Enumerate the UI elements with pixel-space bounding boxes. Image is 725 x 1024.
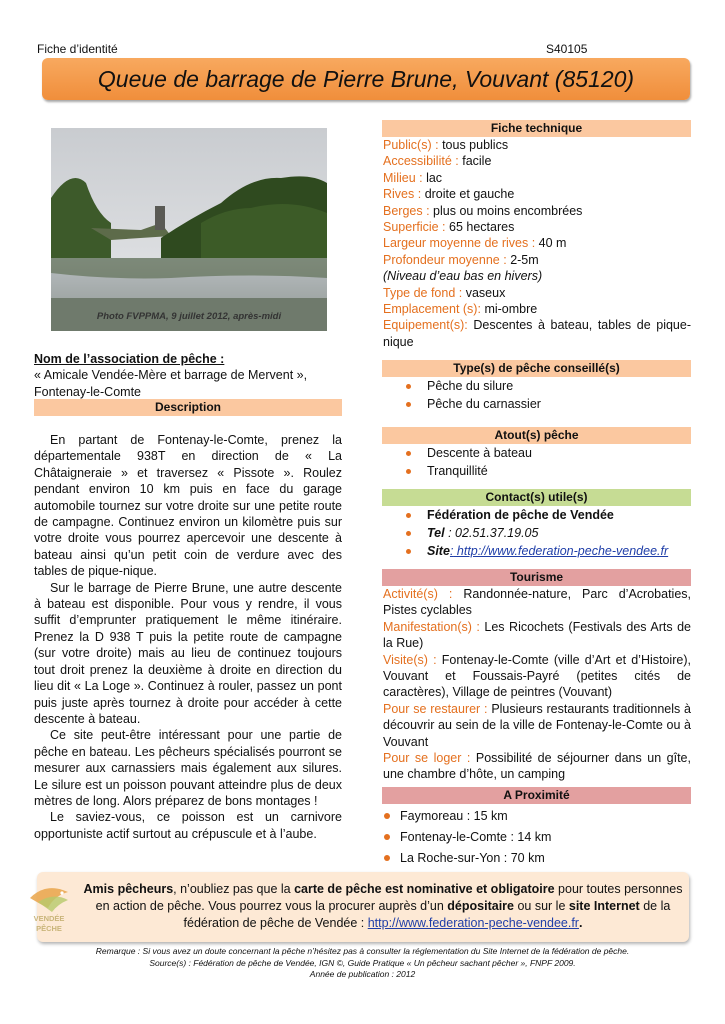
banner-text: Amis pêcheurs, n’oubliez pas que la carte de pêche est nominative et obligatoire pour toutes personnes en action de pêche. Vous pourrez vous la procurer auprès d’un dépositaire ou sur le site Internet de la fédération de pêche de Vendée : http://www.federation-peche-vendee.fr.: [83, 882, 683, 930]
association-city: Fontenay-le-Comte: [34, 384, 141, 399]
association-name: « Amicale Vendée-Mère et barrage de Mervent »,: [34, 368, 308, 383]
rives-value: droite et gauche: [424, 187, 515, 202]
contacts-list: [382, 506, 691, 560]
manifestation-value: Les Ricochets (Festivals des Arts de la Rue): [383, 619, 691, 651]
loger-value: Possibilité de séjourner dans un gîte, une chambre d’hôte, un camping: [383, 751, 691, 782]
svg-text:VENDÉE: VENDÉE: [33, 914, 65, 923]
description-paragraph: Le saviez-vous, ce poisson est un carnivore opportuniste actif surtout au crépuscule et à l’aube.: [34, 810, 342, 841]
tel-value: : 02.51.37.19.05: [448, 526, 539, 540]
fond-value: vaseux: [465, 285, 506, 300]
activites-label: Activité(s) :: [383, 587, 453, 601]
description-text: [34, 432, 342, 842]
equipement-value: Descentes à bateau, tables de pique-nique: [383, 318, 691, 349]
tel-label: Tel: [427, 526, 445, 540]
access-value: facile: [462, 154, 492, 169]
site-link[interactable]: : http://www.federation-peche-vendee.fr: [449, 544, 669, 558]
list-item: Pêche du silure: [382, 377, 691, 395]
list-item: Tranquillité: [382, 462, 691, 480]
lake-photo-image: [51, 128, 327, 331]
footer-sources: Source(s) : Fédération de pêche de Vendée, IGN ©, Guide Pratique « Un pêcheur sachant pêcher », FNPF 2009.: [149, 957, 576, 968]
emplacement-value: mi-ombre: [484, 302, 538, 317]
profondeur-label: Profondeur moyenne :: [383, 252, 507, 267]
restaurer-value: Plusieurs restaurants traditionnels à découvrir au sein de la ville de Fontenay-le-Comte ou à Vouvant: [383, 701, 692, 749]
access-label: Accessibilité :: [383, 154, 459, 169]
title-banner: [42, 58, 690, 100]
berges-label: Berges :: [383, 203, 430, 218]
surface-value: 65 hectares: [449, 220, 515, 235]
footer-notes: [40, 946, 685, 981]
list-item: Fontenay-le-Comte : 14 km: [382, 827, 691, 848]
tourisme-block: [383, 586, 691, 783]
fond-label: Type de fond :: [383, 285, 463, 300]
peche-list: [382, 377, 691, 413]
rives-label: Rives :: [383, 187, 422, 202]
footer-year: Année de publication : 2012: [309, 969, 416, 979]
doc-code: S40105: [546, 42, 588, 56]
atouts-heading: Atout(s) pêche: [382, 427, 691, 444]
emplacement-label: Emplacement (s):: [383, 302, 481, 317]
berges-value: plus ou moins encombrées: [433, 203, 583, 218]
vendee-peche-logo: [24, 878, 74, 934]
description-paragraph: En partant de Fontenay-le-Comte, prenez la départementale 938T en direction de « La Châtaigneraie » et traversez « Pissote ». Roulez pendant environ 10 km puis en face du garage automobile tournez sur votre droite sur une petite route de campagne. Continuez environ un kilomètre puis sur votre droite vous pourrez apercevoir une descente à bateau ainsi qu’un petit coin de verdure avec des tables de pique-nique.: [34, 433, 342, 579]
contact-tel: [382, 524, 691, 542]
equipement-label: Equipement(s):: [383, 318, 468, 333]
fish-logo-icon: [24, 878, 74, 934]
proximite-heading: A Proximité: [382, 787, 691, 804]
peche-heading: Type(s) de pêche conseillé(s): [382, 360, 691, 377]
fiche-technique: [383, 137, 691, 350]
footer-remarque: Remarque : Si vous avez un doute concernant la pêche n’hésitez pas à consulter la réglementation du Site Internet de la fédération de pêche.: [95, 946, 630, 956]
activites-value: Randonnée-nature, Parc d’Acrobaties, Pistes cyclables: [383, 587, 691, 618]
svg-text:PÊCHE: PÊCHE: [36, 924, 62, 933]
description-paragraph: Sur le barrage de Pierre Brune, une autre descente à bateau est disponible. Pour vous y rendre, il vous suffit d’emprunter pratiquement le même itinéraire. Prenez la D 938 T puis la petite route de campagne (sur votre droite) mais au lieu de continuez toujours tout droit prenez la deuxième à droite en direction du lieu dit « La Loge ». Continuez à rouler, passez un pont puis juste après tournez à droite pour accéder à cette descente à bateau.: [34, 580, 342, 726]
profondeur-value: 2-5m: [510, 252, 539, 267]
visites-value: Fontenay-le-Comte (ville d’Art et d’Histoire), Vouvant et Foussais-Payré (petites cités de caractères), Village de peintres (Vouvant): [383, 652, 691, 700]
lake-photo: [51, 128, 327, 331]
tourisme-heading: Tourisme: [382, 569, 691, 586]
manifestation-label: Manifestation(s) :: [383, 619, 480, 634]
visites-label: Visite(s) :: [383, 652, 437, 667]
site-label: Site: [427, 544, 450, 558]
largeur-label: Largeur moyenne de rives :: [383, 236, 536, 251]
doc-type-label: Fiche d’identité: [37, 42, 118, 56]
list-item: Pêche du carnassier: [382, 395, 691, 413]
description-paragraph: Ce site peut-être intéressant pour une partie de pêche en bateau. Les pêcheurs spécialisés pourront se mesurer aux carnassiers mais également aux silures. Le silure est un poisson pouvant atteindre plus de deux mètres de long. Alors préparez de bons montages !: [34, 728, 342, 808]
fiche-heading: Fiche technique: [382, 120, 691, 137]
list-item: La Roche-sur-Yon : 70 km: [382, 848, 691, 869]
atouts-list: [382, 444, 691, 480]
association-block: [34, 351, 342, 400]
largeur-value: 40 m: [538, 236, 567, 251]
list-item: Faymoreau : 15 km: [382, 806, 691, 827]
restaurer-label: Pour se restaurer :: [383, 701, 488, 716]
contacts-heading: Contact(s) utile(s): [382, 489, 691, 506]
loger-label: Pour se loger :: [383, 751, 471, 766]
page-title: Queue de barrage de Pierre Brune, Vouvant (85120): [97, 66, 635, 92]
milieu-label: Milieu :: [383, 170, 423, 185]
photo-caption: Photo FVPPMA, 9 juillet 2012, après-midi: [96, 311, 282, 322]
niveau-note: (Niveau d’eau bas en hivers): [383, 269, 543, 284]
public-value: tous publics: [442, 138, 509, 152]
public-label: Public(s) :: [383, 138, 439, 152]
contact-site: [382, 542, 691, 560]
proximite-list: [382, 806, 691, 869]
milieu-value: lac: [426, 170, 443, 185]
federation-link[interactable]: http://www.federation-peche-vendee.fr: [367, 916, 579, 930]
description-heading: Description: [34, 399, 342, 416]
list-item: Descente à bateau: [382, 444, 691, 462]
contact-org: Fédération de pêche de Vendée: [382, 506, 691, 524]
association-label: Nom de l’association de pêche :: [34, 352, 225, 366]
surface-label: Superficie :: [383, 220, 446, 235]
